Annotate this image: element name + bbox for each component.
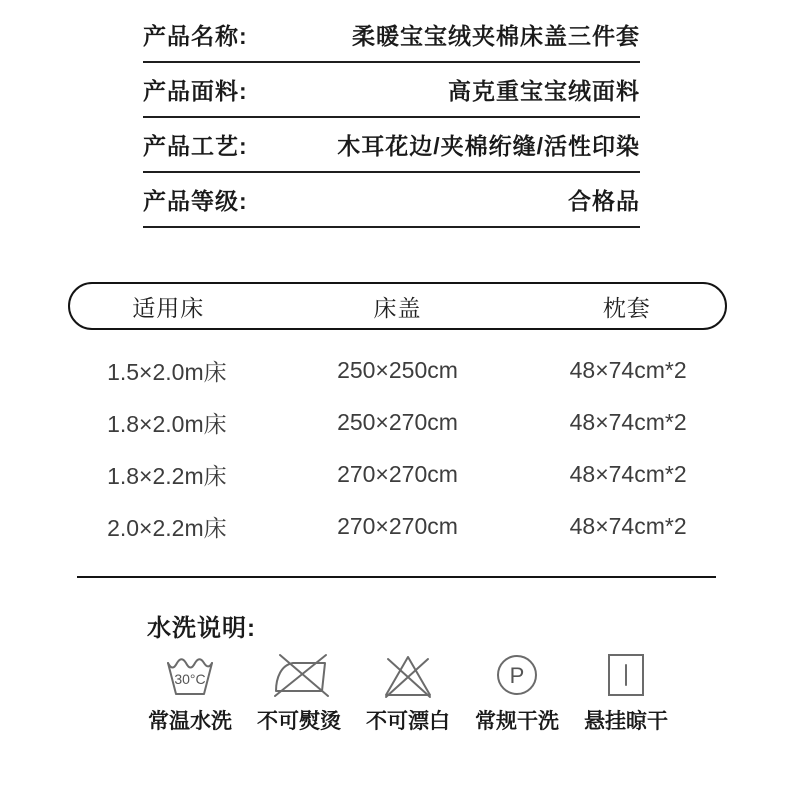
table-row bbox=[68, 448, 727, 500]
spec-value: 合格品 bbox=[568, 188, 640, 214]
spec-value: 高克重宝宝绒面料 bbox=[448, 78, 640, 104]
hang-dry-icon bbox=[596, 650, 656, 700]
wash-care-label: 不可熨烫 bbox=[257, 710, 341, 733]
cover-size-cell: 270×270cm bbox=[337, 512, 458, 539]
size-table-body bbox=[68, 344, 727, 552]
spec-label: 产品面料: bbox=[143, 78, 248, 104]
table-row bbox=[68, 500, 727, 552]
size-table-header-bed: 适用床 bbox=[132, 294, 205, 321]
wash-care-label: 不可漂白 bbox=[366, 710, 450, 733]
size-table-header bbox=[68, 282, 727, 330]
pillowcase-size-cell: 48×74cm*2 bbox=[569, 356, 687, 383]
divider bbox=[77, 576, 716, 578]
spec-row-craft bbox=[143, 118, 640, 173]
wash-care-item-no-bleach bbox=[358, 650, 458, 735]
product-spec-list bbox=[143, 8, 640, 228]
spec-row-name bbox=[143, 8, 640, 63]
spec-label: 产品等级: bbox=[143, 188, 248, 214]
wash-care-item-no-iron bbox=[249, 650, 349, 735]
spec-row-fabric bbox=[143, 63, 640, 118]
table-row bbox=[68, 396, 727, 448]
spec-row-grade bbox=[143, 173, 640, 228]
size-table-header-pillowcase: 枕套 bbox=[602, 294, 651, 321]
wash-care-icons-row bbox=[140, 650, 676, 735]
bed-size-cell: 2.0×2.2m床 bbox=[107, 514, 227, 541]
wash-instructions-title: 水洗说明: bbox=[147, 615, 256, 642]
cover-size-cell: 250×250cm bbox=[337, 356, 458, 383]
spec-label: 产品名称: bbox=[143, 23, 248, 49]
wash-care-item-dry-clean bbox=[467, 650, 567, 735]
no-iron-icon bbox=[269, 650, 329, 700]
pillowcase-size-cell: 48×74cm*2 bbox=[569, 512, 687, 539]
pillowcase-size-cell: 48×74cm*2 bbox=[569, 408, 687, 435]
spec-value: 木耳花边/夹棉绗缝/活性印染 bbox=[337, 133, 640, 159]
wash-care-item-hang-dry bbox=[576, 650, 676, 735]
wash-30c-icon bbox=[160, 650, 220, 700]
wash-care-label: 常温水洗 bbox=[148, 710, 232, 733]
spec-value: 柔暖宝宝绒夹棉床盖三件套 bbox=[352, 23, 640, 49]
no-bleach-icon bbox=[378, 650, 438, 700]
pillowcase-size-cell: 48×74cm*2 bbox=[569, 460, 687, 487]
bed-size-cell: 1.8×2.0m床 bbox=[107, 410, 227, 437]
table-row bbox=[68, 344, 727, 396]
dry-clean-p-icon bbox=[487, 650, 547, 700]
wash-temp-text: 30°C bbox=[174, 671, 206, 687]
bed-size-cell: 1.8×2.2m床 bbox=[107, 462, 227, 489]
bed-size-cell: 1.5×2.0m床 bbox=[107, 358, 227, 385]
wash-care-item-normal-wash bbox=[140, 650, 240, 735]
cover-size-cell: 270×270cm bbox=[337, 460, 458, 487]
dry-clean-letter: P bbox=[509, 663, 525, 688]
cover-size-cell: 250×270cm bbox=[337, 408, 458, 435]
wash-care-label: 悬挂晾干 bbox=[584, 710, 668, 733]
wash-care-label: 常规干洗 bbox=[475, 710, 559, 733]
spec-label: 产品工艺: bbox=[143, 133, 248, 159]
size-table-header-cover: 床盖 bbox=[373, 294, 422, 321]
